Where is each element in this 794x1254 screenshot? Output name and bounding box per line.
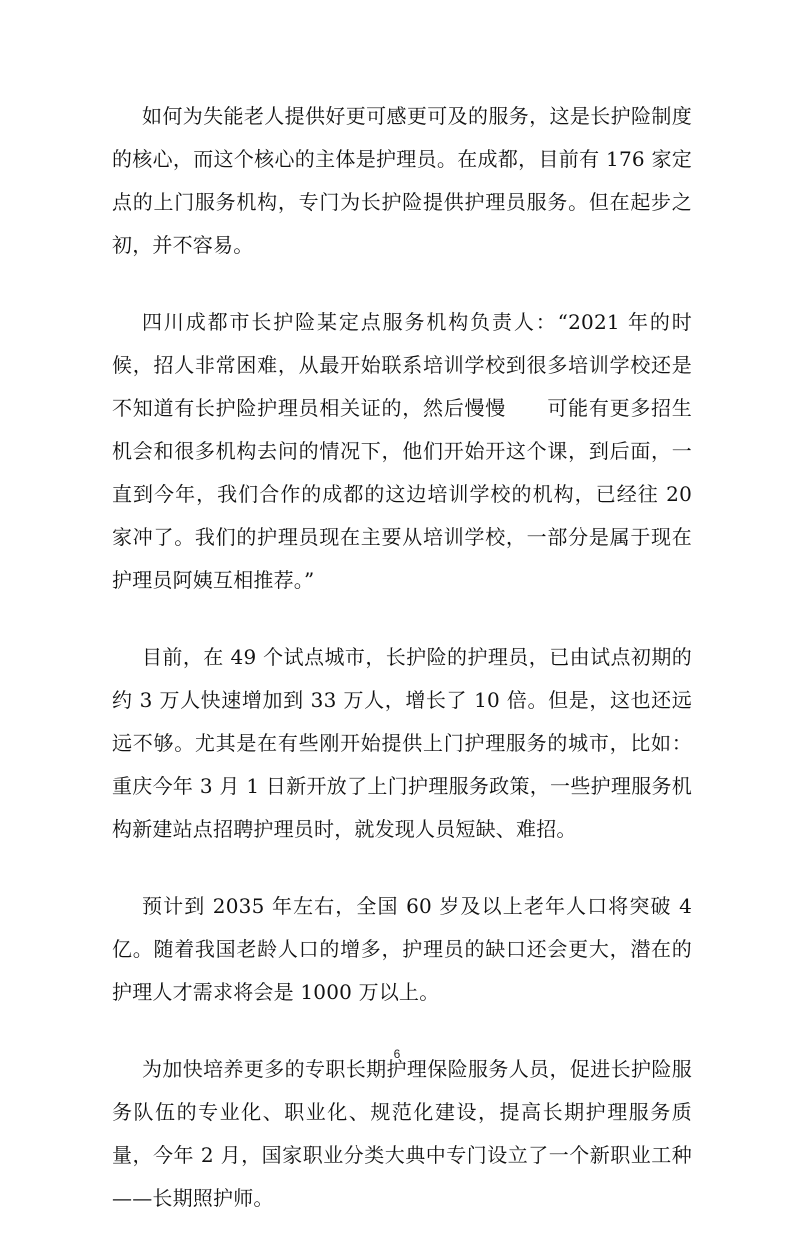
page-number: 6 <box>393 1047 401 1061</box>
paragraph-pilot-cities: 目前，在 49 个试点城市，长护险的护理员，已由试点初期的约 3 万人快速增加到 33 万人，增长了 10 倍。但是，这也还远远不够。尤其是在有些刚开始提供上门护理服务的城市，比如：重庆今年 3 月 1 日新开放了上门护理服务政策，一些护理服务机构新建站点招聘护理员时，就发现人员短缺、难招。 <box>112 645 692 841</box>
paragraph-service-core: 如何为失能老人提供好更可感更可及的服务，这是长护险制度的核心，而这个核心的主体是护理员。在成都，目前有 176 家定点的上门服务机构，专门为长护险提供护理员服务。但在起步之初，并不容易。 <box>112 104 692 257</box>
paragraph-agency-quote: 四川成都市长护险某定点服务机构负责人：“2021 年的时候，招人非常困难，从最开始联系培训学校到很多培训学校还是不知道有长护险护理员相关证的，然后慢慢 可能有更多招生机会和很多机构去问的情况下，他们开始开这个课，到后面，一直到今年，我们合作的成都的这边培训学校的机构，已经往 20 家冲了。我们的护理员现在主要从培训学校，一部分是属于现在护理员阿姨互相推荐。” <box>112 310 699 592</box>
article-body <box>112 95 699 1254</box>
paragraph-aging-forecast: 预计到 2035 年左右，全国 60 岁及以上老年人口将突破 4 亿。随着我国老龄人口的增多，护理员的缺口还会更大，潜在的护理人才需求将会是 1000 万以上。 <box>112 894 699 1004</box>
paragraph-new-occupation: 为加快培养更多的专职长期护理保险服务人员，促进长护险服务队伍的专业化、职业化、规范化建设，提高长期护理服务质量，今年 2 月，国家职业分类大典中专门设立了一个新职业工种——长期照护师。 <box>112 1057 692 1210</box>
